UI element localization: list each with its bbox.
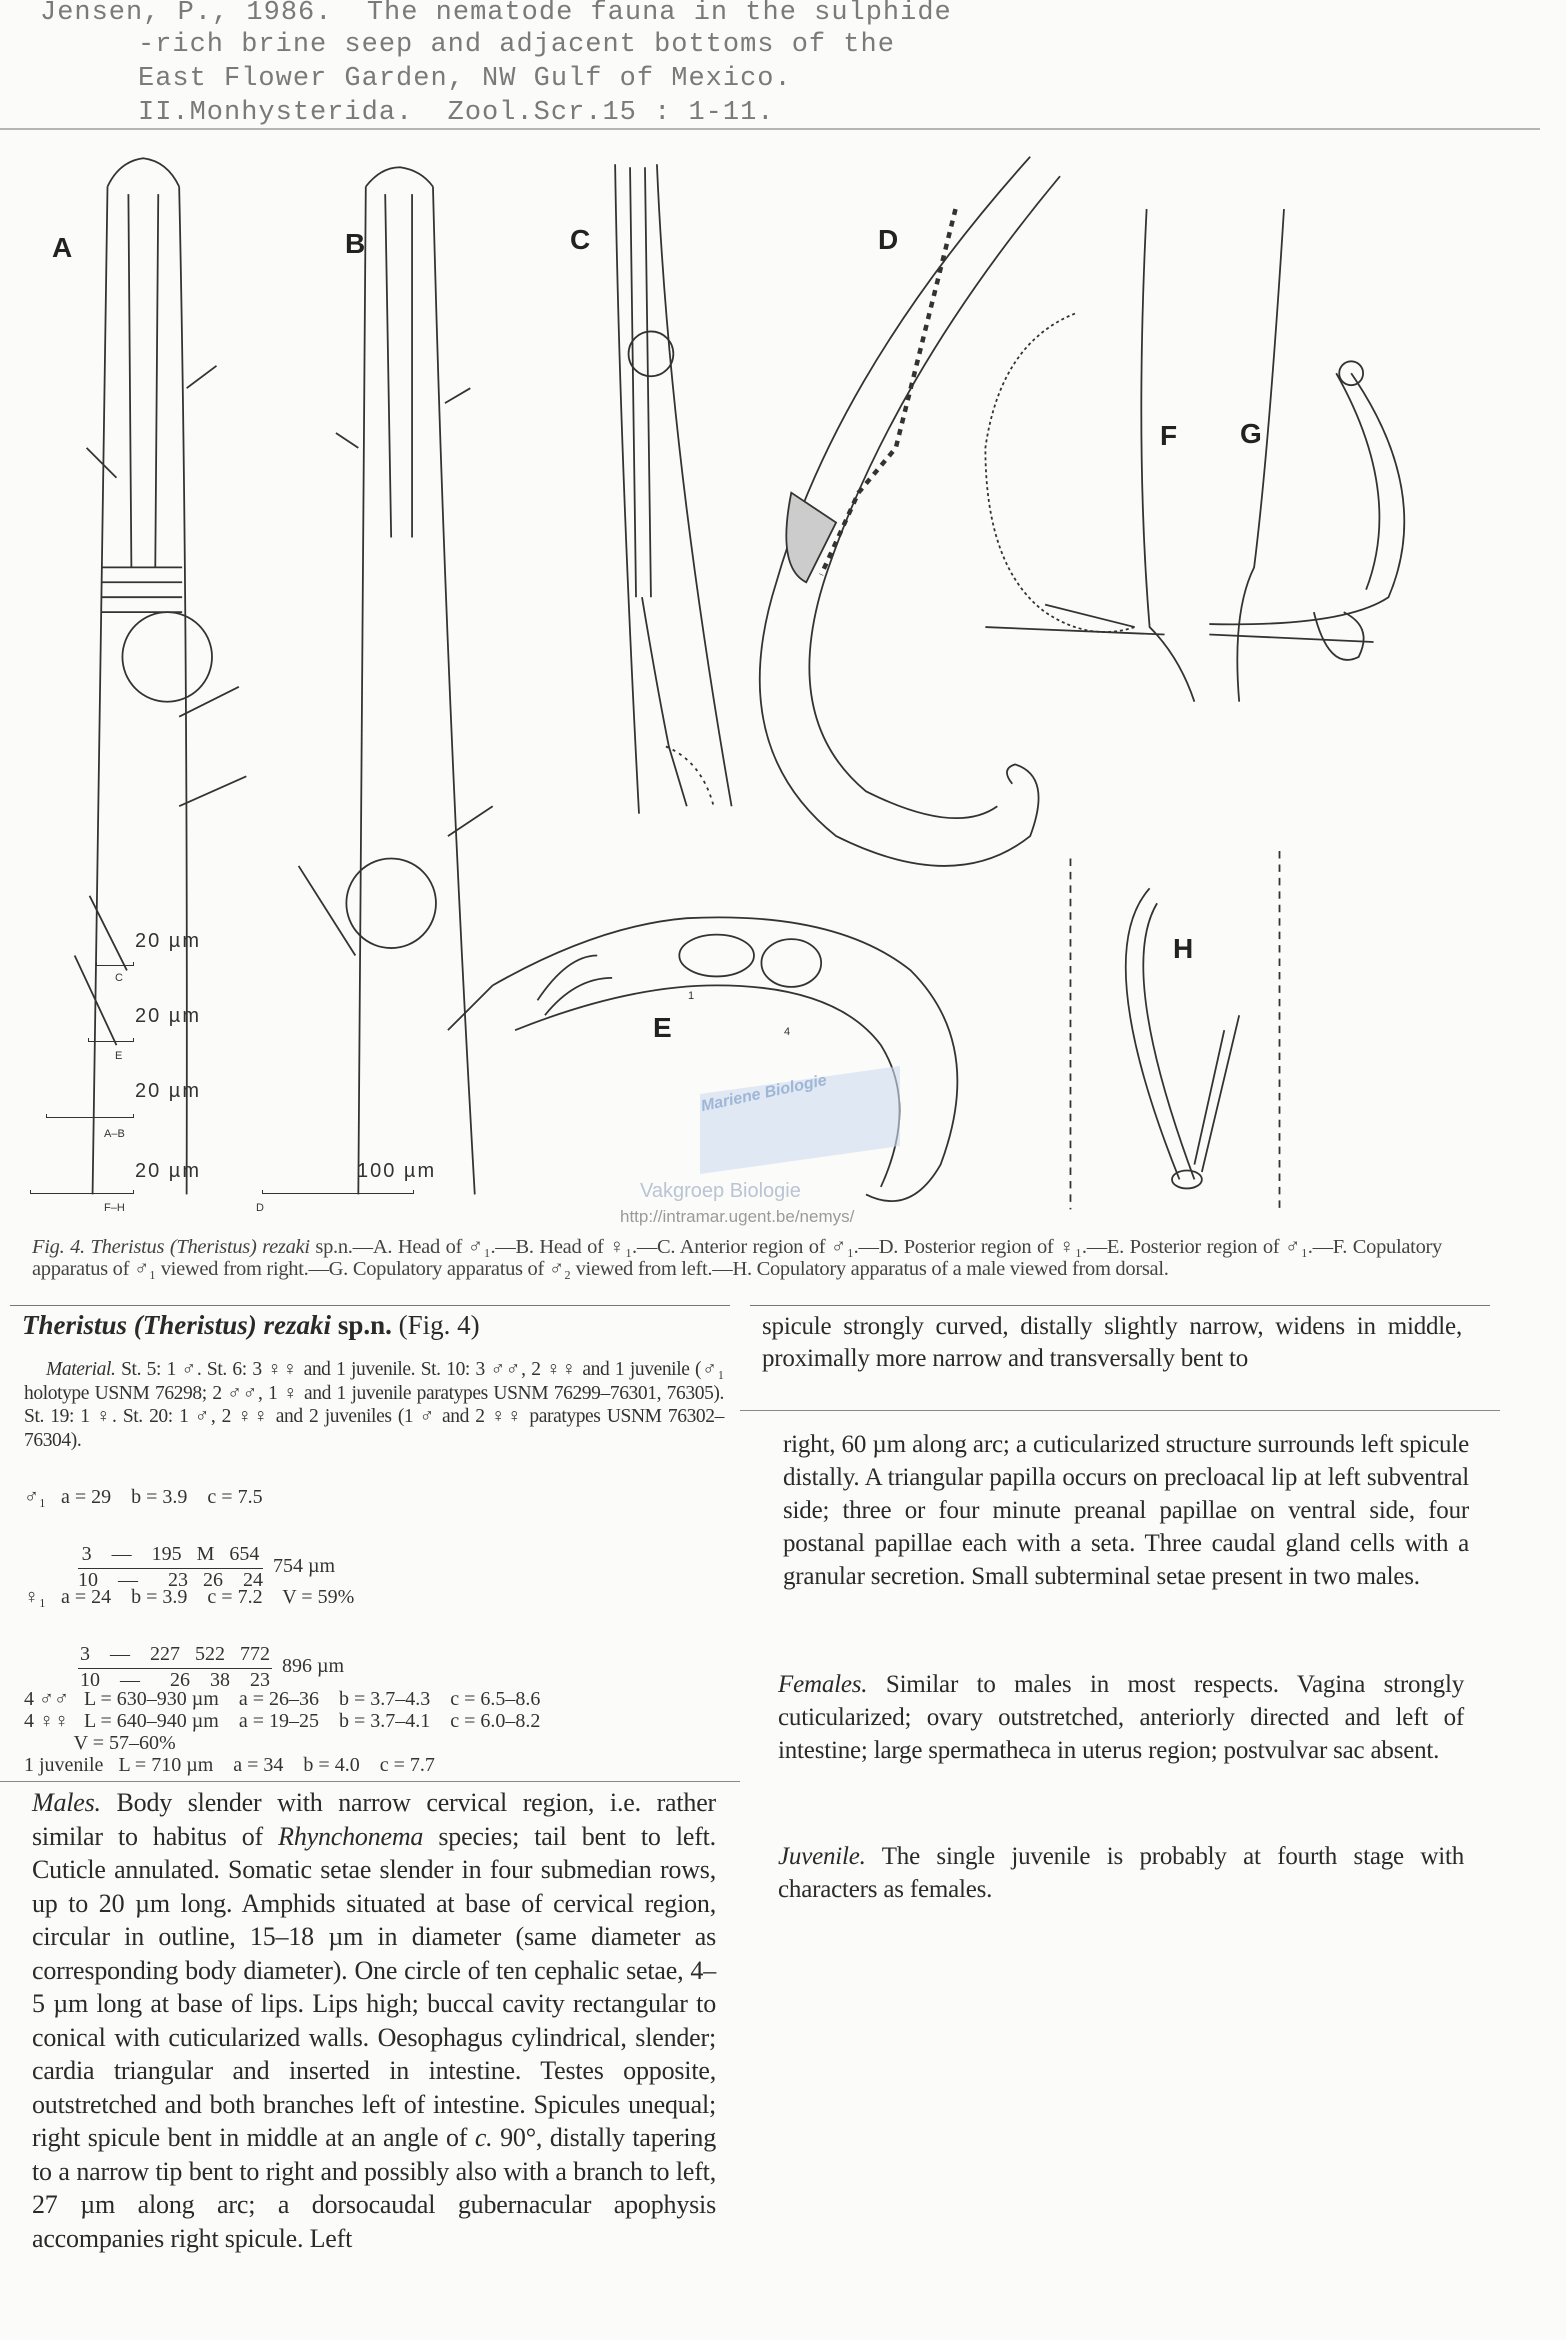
- panel-label-g: G: [1240, 418, 1262, 449]
- scale-bar-c-label: C: [115, 972, 123, 984]
- panel-c-anterior-drawing: [615, 164, 731, 813]
- female1-ratio-values: a = 24 b = 3.9 c = 7.2 V = 59%: [60, 1586, 355, 1608]
- female1-formula: $\frac{3 — 227 522 772}{10 — 26 38 23}$ 896 µm: [80, 1643, 345, 1691]
- panel-label-a: A: [52, 232, 73, 263]
- female1-ratios: [24, 1586, 354, 1609]
- panel-label-f: F: [1160, 420, 1178, 451]
- scale-bar-fh-label: F–H: [104, 1202, 125, 1214]
- caption-species: Theristus (Theristus) rezaki: [90, 1236, 310, 1258]
- juvenile-label: Juvenile.: [778, 1843, 866, 1870]
- scale-bar-ab-label: A–B: [104, 1128, 125, 1140]
- panel-label-b: B: [345, 228, 366, 259]
- material-label: Material.: [46, 1359, 116, 1380]
- males-paragraph: Males. Body slender with narrow cervical region, i.e. rather similar to habitus of Rhynchonema species; tail bent to left. Cuticle annulated. Somatic setae slender in four submedian rows, up to 20 µm long. Amphids situated at base of cervical region, circular in outline, 15–18 µm in diameter (same diameter as corresponding body diameter). One circle of ten cephalic setae, 4–5 µm long at base of lips. Lips high; buccal cavity rectangular to conical with cuticularized walls. Oesophagus cylindrical, slender; cardia triangular and inserted in intestine. Testes opposite, outstretched and both branches left of intestine. Spicules unequal; right spicule bent in middle at an angle of c. 90°, distally tapering to a narrow tip bent to right and possibly also with a branch to left, 27 µm along arc; a dorsocaudal gubernacular apophysis accompanies right spicule. Left: [32, 1788, 716, 2253]
- male1-label: ♂₁: [24, 1486, 46, 1508]
- scale-bar-d: [262, 1190, 414, 1194]
- material-text: St. 5: 1 ♂. St. 6: 3 ♀♀ and 1 juvenile. St. 10: 3 ♂♂, 2 ♀♀ and 1 juvenile (♂₁ holotype USNM 76298; 2 ♂♂, 1 ♀ and 1 juvenile paratypes USNM 76299–76301, 76305). St. 19: 1 ♀. St. 20: 1 ♂, 2 ♀♀ and 2 juveniles (1 ♂ and 2 ♀♀ paratypes USNM 76302–76304).: [24, 1359, 724, 1451]
- watermark-bottom-text: Vakgroep Biologie: [640, 1180, 801, 1202]
- male1-ratios: [24, 1486, 263, 1509]
- species-heading-ref: (Fig. 4): [391, 1310, 480, 1340]
- panel-label-c: C: [570, 224, 591, 255]
- figure-caption: [32, 1236, 1442, 1280]
- genus-rhynchonema: Rhynchonema: [278, 1821, 424, 1851]
- material-paragraph: [24, 1358, 724, 1452]
- panel-label-h: H: [1173, 933, 1194, 964]
- right-column-continuation-bottom: right, 60 µm along arc; a cuticularized structure surrounds left spicule distally. A triangular papilla occurs on precloacal lip at left subventral side; three or four minute preanal papillae on ventral side, four postanal papillae each with a seta. Three caudal gland cells with a granular secretion. Small subterminal setae present in two males.: [783, 1431, 1469, 1590]
- scale-bar-e-value: 20 µm: [135, 1005, 201, 1027]
- males-label: Males.: [32, 1788, 101, 1817]
- citation-line-3: East Flower Garden, NW Gulf of Mexico.: [138, 64, 792, 94]
- females-paragraph: Females. Similar to males in most respects. Vagina strongly cuticularized; ovary outstretched, anteriorly directed and left of intestine; large spermatheca in uterus region; postvulvar sac absent.: [778, 1671, 1464, 1764]
- citation-line-1: Jensen, P., 1986. The nematode fauna in the sulphide: [40, 0, 952, 28]
- species-heading-spn: sp.n.: [331, 1310, 392, 1340]
- papilla-number-4: 4: [784, 1026, 791, 1038]
- caption-fig-label: Fig. 4.: [32, 1236, 85, 1258]
- right-column-divider: [740, 1410, 1500, 1411]
- female1-label: ♀₁: [24, 1586, 46, 1608]
- scale-bar-ab: [46, 1114, 134, 1118]
- panel-h-dorsal-drawing: [1070, 851, 1279, 1209]
- species-heading: [22, 1309, 480, 1341]
- scale-bar-d-value: 100 µm: [357, 1160, 437, 1182]
- scale-bar-ab-value: 20 µm: [135, 1080, 201, 1102]
- panel-b-head-drawing: [299, 167, 493, 1194]
- male1-total: 754 µm: [273, 1555, 336, 1578]
- caption-text: sp.n.—A. Head of ♂₁.—B. Head of ♀₁.—C. Anterior region of ♂₁.—D. Posterior region of ♀₁.—E. Posterior region of ♂₁.—F. Copulatory apparatus of ♂₁ viewed from right.—G. Copulatory apparatus of ♂₂ viewed from left.—H. Copulatory apparatus of a male viewed from dorsal.: [32, 1236, 1443, 1280]
- panel-d-posterior-drawing: [760, 157, 1060, 866]
- female1-total: 896 µm: [282, 1655, 345, 1678]
- panel-label-e: E: [653, 1012, 672, 1043]
- species-heading-name: Theristus (Theristus) rezaki: [22, 1310, 332, 1340]
- scale-bar-e-label: E: [115, 1050, 123, 1062]
- papilla-number-1: 1: [688, 990, 695, 1002]
- citation-line-2: -rich brine seep and adjacent bottoms of the: [138, 30, 895, 60]
- male1-formula: $\frac{3 — 195 M 654}{10 — 23 26 24}$ 754 µm: [78, 1543, 336, 1591]
- scale-bar-c-value: 20 µm: [135, 930, 201, 952]
- panel-f-g-copulatory-drawing: [985, 209, 1404, 702]
- panel-label-d: D: [878, 224, 899, 255]
- scale-bar-fh: [30, 1190, 134, 1194]
- watermark-top-text: Mariene Biologie: [699, 1071, 829, 1116]
- citation-line-4: II.Monhysterida. Zool.Scr.15 : 1-11.: [138, 98, 775, 128]
- juvenile-paragraph: Juvenile. The single juvenile is probably at fourth stage with characters as females.: [778, 1843, 1464, 1903]
- scale-bar-e: [88, 1038, 134, 1042]
- male1-ratio-values: a = 29 b = 3.9 c = 7.5: [60, 1486, 263, 1508]
- watermark-url: http://intramar.ugent.be/nemys/: [620, 1207, 855, 1226]
- right-column-continuation-top: spicule strongly curved, distally slightly narrow, widens in middle, proximally more narrow and transversally bent to: [762, 1313, 1462, 1372]
- caption-divider-right: [750, 1305, 1490, 1306]
- scale-bar-d-label: D: [256, 1202, 264, 1214]
- scale-bar-c: [96, 962, 134, 966]
- measurement-ranges: 4 ♂♂ L = 630–930 µm a = 26–36 b = 3.7–4.3 c = 6.5–8.6 4 ♀♀ L = 640–940 µm a = 19–25 b = 3.7–4.1 c = 6.0–8.2 V = 57–60% 1 juvenile L = 710 µm a = 34 b = 4.0 c = 7.7: [24, 1688, 541, 1776]
- scale-bar-fh-value: 20 µm: [135, 1160, 201, 1182]
- caption-divider: [10, 1305, 730, 1306]
- measurements-divider: [0, 1781, 740, 1782]
- females-label: Females.: [778, 1671, 868, 1698]
